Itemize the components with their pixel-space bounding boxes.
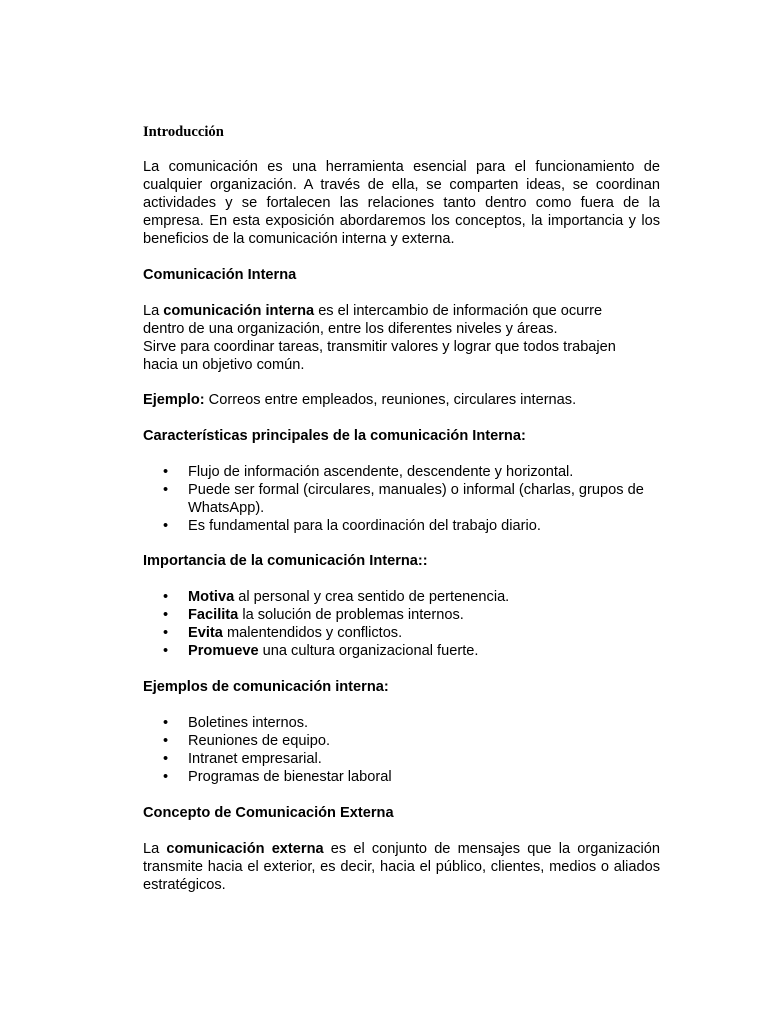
externa-paragraph bbox=[143, 840, 660, 894]
ejemplos-list bbox=[143, 714, 660, 786]
intro-heading: Introducción bbox=[143, 124, 224, 140]
intro-paragraph: La comunicación es una herramienta esencial para el funcionamiento de cualquier organización. A través de ella, se comparten ideas, se coordinan actividades y se fortalecen las relaciones tanto dentro como fuera de la empresa. En esta exposición abordaremos los conceptos, la importancia y los beneficios de la comunicación interna y externa. bbox=[143, 159, 660, 247]
interna-bold-term: comunicación interna bbox=[163, 303, 315, 319]
list-item-text: malentendidos y conflictos. bbox=[222, 625, 403, 641]
list-item-bold: Motiva bbox=[188, 589, 235, 605]
externa-heading: Concepto de Comunicación Externa bbox=[143, 805, 394, 821]
interna-example bbox=[143, 391, 660, 409]
list-item: • Puede ser formal (circulares, manuales) o informal (charlas, grupos de WhatsApp). bbox=[143, 481, 660, 517]
interna-paragraph-line-2: dentro de una organización, entre los diferentes niveles y áreas. bbox=[143, 321, 558, 337]
caracteristicas-list bbox=[143, 463, 660, 535]
externa-rest: es el conjunto de mensajes que la organización transmite hacia el exterior, es decir, hacia el público, clientes, medios o aliados estratégicos. bbox=[143, 841, 660, 893]
externa-prefix: La bbox=[143, 841, 167, 857]
list-item: • Flujo de información ascendente, descendente y horizontal. bbox=[143, 463, 660, 481]
list-item-bold: Evita bbox=[188, 625, 223, 641]
list-item bbox=[143, 588, 660, 606]
interna-paragraph-line-1 bbox=[143, 302, 660, 320]
list-item bbox=[143, 642, 660, 660]
list-item: • Programas de bienestar laboral bbox=[143, 768, 660, 786]
importancia-list bbox=[143, 588, 660, 660]
list-item: • Es fundamental para la coordinación del trabajo diario. bbox=[143, 517, 660, 535]
interna-heading: Comunicación Interna bbox=[143, 267, 297, 283]
ejemplos-heading: Ejemplos de comunicación interna: bbox=[143, 679, 389, 695]
list-item-bold: Facilita bbox=[188, 607, 239, 623]
list-item-text: al personal y crea sentido de pertenencia. bbox=[234, 589, 510, 605]
example-label: Ejemplo: bbox=[143, 392, 205, 408]
interna-paragraph bbox=[143, 302, 660, 374]
interna-paragraph-line-4: hacia un objetivo común. bbox=[143, 357, 305, 373]
list-item-text: la solución de problemas internos. bbox=[238, 607, 464, 623]
list-item bbox=[143, 624, 660, 642]
list-item: • Boletines internos. bbox=[143, 714, 660, 732]
caracteristicas-heading: Características principales de la comunicación Interna: bbox=[143, 428, 526, 444]
list-item bbox=[143, 606, 660, 624]
list-item: • Reuniones de equipo. bbox=[143, 732, 660, 750]
importancia-heading: Importancia de la comunicación Interna:: bbox=[143, 553, 428, 569]
externa-bold-term: comunicación externa bbox=[166, 841, 324, 857]
list-item-bold: Promueve bbox=[188, 643, 259, 659]
list-item: • Intranet empresarial. bbox=[143, 750, 660, 768]
interna-paragraph-line-3: Sirve para coordinar tareas, transmitir valores y lograr que todos trabajen bbox=[143, 339, 616, 355]
interna-line1-rest: es el intercambio de información que ocurre bbox=[314, 303, 603, 319]
list-item-text: una cultura organizacional fuerte. bbox=[258, 643, 479, 659]
interna-prefix: La bbox=[143, 303, 164, 319]
example-text: Correos entre empleados, reuniones, circulares internas. bbox=[204, 392, 577, 408]
